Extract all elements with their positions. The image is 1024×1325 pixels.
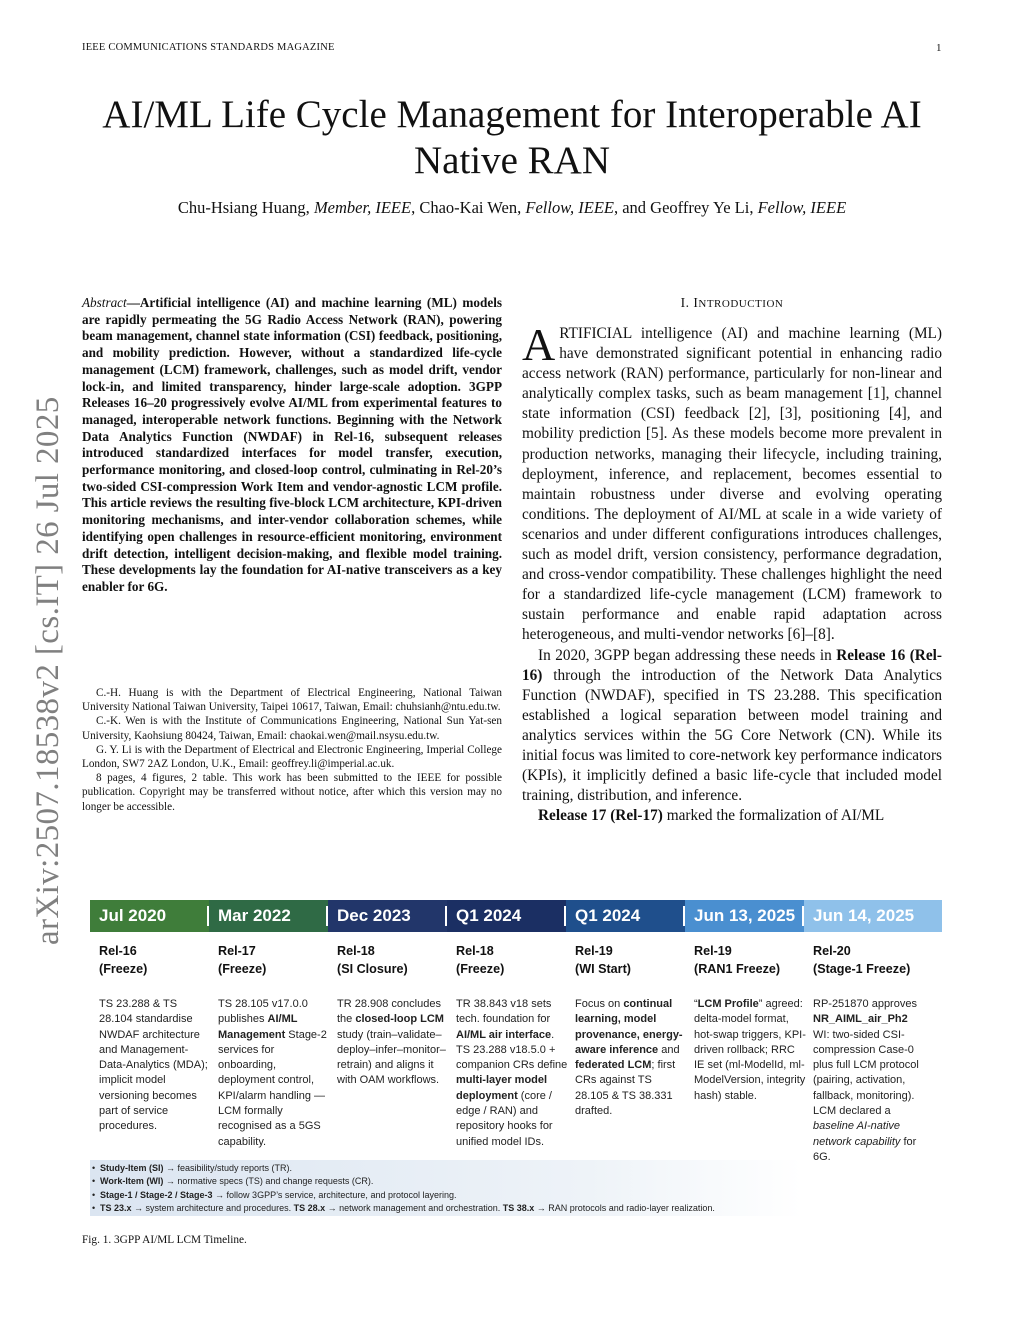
timeline-segment-q1-2024-b: Q1 2024: [566, 900, 688, 932]
release-column-rel-19-wi: [575, 942, 687, 1119]
release-name: Rel-17: [218, 944, 256, 958]
release-column-rel-18-freeze: [456, 942, 568, 1150]
intro-paragraph-3: Release 17 (Rel-17) marked the formalization of AI/ML: [538, 807, 885, 825]
release-column-rel-19-ran1: [694, 942, 806, 1104]
timeline-segment-mar-2022: Mar 2022: [209, 900, 331, 932]
release-description: TS 28.105 v17.0.0 publishes AI/ML Management Stage-2 services for onboarding, deployment control, KPI/alarm handling — LCM formally recognised as a 5GS capability.: [218, 998, 327, 1148]
legend-item: • TS 23.x → system architecture and procedures. TS 28.x → network management and orchestration. TS 38.x → RAN protocols and radio-layer realization.: [90, 1202, 802, 1215]
release-column-rel-16: [99, 942, 211, 1135]
release-status: (SI Closure): [337, 962, 408, 976]
timeline-divider: [445, 906, 447, 926]
legend-item: • Study-Item (SI) → feasibility/study reports (TR).: [90, 1162, 802, 1175]
abstract-label: Abstract: [82, 295, 127, 310]
abstract-text: —Artificial intelligence (AI) and machine learning (ML) models are rapidly permeating the 5G Radio Access Network (RAN), powering beam management, channel state information (CSI) feedback, positioning, and mobility prediction. However, without a standardized life-cycle management (LCM) framework, challenges, such as model drift, vendor lock-in, and limited transparency, hinder large-scale adoption. 3GPP Releases 16–20 progressively evolve AI/ML from experimental features to managed, interoperable network functions. Beginning with the Network Data Analytics Function (NWDAF) in Rel-16, subsequent releases introduced standardized interfaces for model transfer, execution, performance monitoring, and closed-loop control, culminating in Rel-20’s two-sided CSI-compression Work Item and vendor-agnostic LCM profile. This article reviews the resulting five-block LCM architecture, KPI-driven monitoring mechanisms, and inter-vendor collaboration schemes, while identifying open challenges in resource-efficient monitoring, environment drift detection, intelligent decision-making, and flexible model training. These developments lay the foundation for AI-native transceivers as a key enabler for 6G.: [82, 295, 502, 594]
affiliation-li: G. Y. Li is with the Department of Electrical and Electronic Engineering, Imperial College London, SW7 2AZ London, U.K., Email: geoffrey.li@imperial.ac.uk.: [82, 743, 502, 771]
release-name: Rel-16: [99, 944, 137, 958]
release-status: (Freeze): [99, 962, 148, 976]
release-status: (WI Start): [575, 962, 631, 976]
release-status: (Freeze): [456, 962, 505, 976]
release-name: Rel-20: [813, 944, 851, 958]
introduction-body: [522, 319, 942, 826]
release-status: (Stage-1 Freeze): [813, 962, 911, 976]
release-description: “LCM Profile” agreed: delta-model format, hot-swap triggers, KPI-driven rollback; RRC IE set (ml-ModelId, ml-ModelVersion, integrity hash) stable.: [694, 998, 806, 1102]
release-name: Rel-18: [456, 944, 494, 958]
timeline-segment-jun-13-2025: Jun 13, 2025: [685, 900, 807, 932]
release-column-rel-18-si: [337, 942, 449, 1089]
affiliation-wen: C.-K. Wen is with the Institute of Communications Engineering, National Sun Yat-sen University, Kaohsiung 80424, Taiwan, Email: chaokai.wen@mail.nsysu.edu.tw.: [82, 715, 502, 742]
timeline-segment-dec-2023: Dec 2023: [328, 900, 450, 932]
paper-title: AI/ML Life Cycle Management for Interoperable AI Native RAN: [102, 93, 922, 182]
release-status: (RAN1 Freeze): [694, 962, 781, 976]
timeline-divider: [564, 906, 566, 926]
timeline-bar: [90, 900, 942, 932]
timeline-segment-q1-2024-a: Q1 2024: [447, 900, 569, 932]
affiliations: [82, 686, 502, 814]
release-name: Rel-19: [694, 944, 732, 958]
timeline-divider: [683, 906, 685, 926]
release-description: TR 28.908 concludes the closed-loop LCM study (train–validate–deploy–infer–monitor–retrain) and aligns it with OAM workflows.: [337, 998, 446, 1087]
intro-paragraph-1: ARTIFICIAL intelligence (AI) and machine learning (ML) have demonstrated significant potential in enhancing radio access network (RAN) performance, particularly for non-linear and analytically complex tasks, such as beam management [1], channel state information (CSI) feedback [2], [3], positioning [4], and mobility prediction [5]. As these models become more prevalent in production networks, managing their lifecycle, including training, deployment, inference, and replacement, becomes essential to maintain robustness under diverse and evolving operating conditions. The deployment of AI/ML at scale in a wide variety of scenarios and under different configurations introduces challenges, such as model drift, version consistency, performance degradation, and cross-vendor compatibility. These challenges highlight the need for a standardized life-cycle management (LCM) framework to sustain performance and enable rapid adaptation across heterogeneous, and multi-vendor networks [6]–[8].: [522, 319, 942, 644]
figure-legend: [90, 1160, 802, 1216]
affiliation-huang: C.-H. Huang is with the Department of Electrical Engineering, National Taiwan University National Taiwan University, Taipei 10617, Taiwan, Email: chuhsianh@ntu.edu.tw.: [82, 687, 502, 714]
arxiv-stamp: arXiv:2507.18538v2 [cs.IT] 26 Jul 2025: [30, 396, 66, 945]
timeline-divider: [326, 906, 328, 926]
author-list: Chu-Hsiang Huang, Member, IEEE, Chao-Kai Wen, Fellow, IEEE, and Geoffrey Ye Li, Fellow, IEEE: [177, 198, 847, 217]
release-description: TR 38.843 v18 sets tech. foundation for AI/ML air interface. TS 23.288 v18.5.0 + companion CRs define multi-layer model deployment (core / edge / RAN) and repository hooks for unified model IDs.: [456, 998, 568, 1148]
release-status: (Freeze): [218, 962, 267, 976]
legend-item: • Work-Item (WI) → normative specs (TS) and change requests (CR).: [90, 1175, 802, 1188]
timeline-divider: [207, 906, 209, 926]
release-column-rel-17: [218, 942, 330, 1150]
release-description: Focus on continual learning, model provenance, energy-aware inference and federated LCM; first CRs against TS 28.105 & TS 38.331 drafted.: [575, 998, 683, 1118]
intro-paragraph-2: In 2020, 3GPP began addressing these needs in Release 16 (Rel-16) through the introduction of the Network Data Analytics Function (NWDAF), specified in TS 23.288. This specification established a logical separation between model training and analytics services within the 5G Core Network (CN). While its initial focus was limited to core-network key performance indicators (KPIs), it implicitly defined a basic life-cycle that included model training, distribution, and inference.: [522, 646, 942, 805]
release-name: Rel-19: [575, 944, 613, 958]
release-name: Rel-18: [337, 944, 375, 958]
submission-note: 8 pages, 4 figures, 2 table. This work has been submitted to the IEEE for possible publication. Copyright may be transferred without notice, after which this version may no longer be accessible.: [82, 772, 502, 813]
drop-cap: A: [522, 319, 556, 370]
timeline-segment-jun-14-2025: Jun 14, 2025: [804, 900, 942, 932]
section-heading-introduction: I. INTRODUCTION: [680, 295, 784, 310]
legend-item: • Stage-1 / Stage-2 / Stage-3 → follow 3GPP’s service, architecture, and protocol layering.: [90, 1189, 802, 1202]
timeline-segment-jul-2020: Jul 2020: [90, 900, 210, 932]
page-number: 1: [936, 42, 942, 54]
timeline-divider: [802, 906, 804, 926]
figure-caption: Fig. 1. 3GPP AI/ML LCM Timeline.: [82, 1234, 247, 1246]
running-head: IEEE COMMUNICATIONS STANDARDS MAGAZINE: [82, 42, 335, 53]
release-description: TS 23.288 & TS 28.104 standardise NWDAF architecture and Management-Data-Analytics (MDA); implicit model versioning becomes part of service procedures.: [99, 998, 208, 1133]
abstract: [82, 295, 502, 596]
release-description: RP-251870 approves NR_AIML_air_Ph2 WI: two-sided CSI-compression Case-0 plus full LCM protocol (pairing, activation, fallback, monitoring). LCM declared a baseline AI-native network capability for 6G.: [813, 998, 919, 1163]
release-column-rel-20: [813, 942, 925, 1165]
